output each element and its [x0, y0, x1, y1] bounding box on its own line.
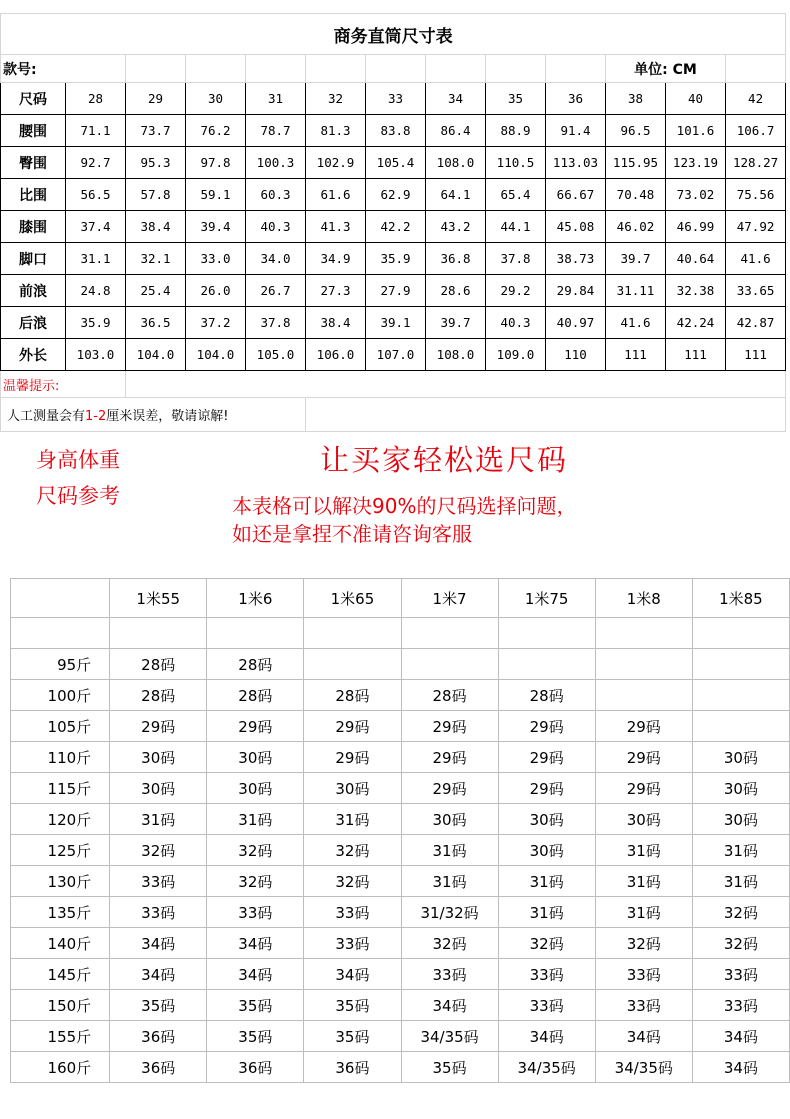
- note-range: 1-2: [85, 409, 107, 424]
- measurement-value: 105.4: [366, 147, 426, 179]
- measurement-value: 66.67: [546, 179, 606, 211]
- measurement-value: 61.6: [306, 179, 366, 211]
- weight-label: 150斤: [11, 990, 110, 1021]
- size-header-label: 尺码: [1, 83, 66, 115]
- recommended-size-cell: 28码: [110, 649, 207, 680]
- weight-row: [11, 928, 790, 959]
- measurement-label: 前浪: [1, 275, 66, 307]
- recommended-size-cell: 30码: [207, 742, 304, 773]
- measurement-value: 111: [606, 339, 666, 371]
- weight-row: [11, 959, 790, 990]
- recommended-size-cell: 33码: [595, 959, 692, 990]
- measurement-value: 111: [726, 339, 786, 371]
- measurement-value: 109.0: [486, 339, 546, 371]
- size-chart-table: [0, 13, 786, 432]
- recommended-size-cell: 31码: [595, 897, 692, 928]
- measurement-value: 62.9: [366, 179, 426, 211]
- weight-label: 140斤: [11, 928, 110, 959]
- measurement-row: [1, 339, 786, 371]
- measurement-value: 36.5: [126, 307, 186, 339]
- measurement-value: 28.6: [426, 275, 486, 307]
- height-header-cell: 1米75: [498, 579, 595, 618]
- measurement-value: 64.1: [426, 179, 486, 211]
- measurement-value: 25.4: [126, 275, 186, 307]
- weight-label: 160斤: [11, 1052, 110, 1083]
- measurement-value: 33.0: [186, 243, 246, 275]
- recommended-size-cell: 31码: [692, 866, 789, 897]
- measurement-row: [1, 115, 786, 147]
- measurement-value: 76.2: [186, 115, 246, 147]
- height-header-row: [11, 579, 790, 618]
- recommended-size-cell: 33码: [692, 959, 789, 990]
- size-header-cell: 34: [426, 83, 486, 115]
- measurement-value: 65.4: [486, 179, 546, 211]
- recommended-size-cell: 31码: [595, 866, 692, 897]
- blank-cell: [595, 618, 692, 649]
- measurement-value: 115.95: [606, 147, 666, 179]
- measurement-value: 113.03: [546, 147, 606, 179]
- recommended-size-cell: 29码: [595, 711, 692, 742]
- recommended-size-cell: 35码: [207, 990, 304, 1021]
- measurement-value: 32.1: [126, 243, 186, 275]
- measurement-value: 24.8: [66, 275, 126, 307]
- measurement-value: 108.0: [426, 339, 486, 371]
- recommended-size-cell: 36码: [207, 1052, 304, 1083]
- weight-row: [11, 1021, 790, 1052]
- recommended-size-cell: 35码: [401, 1052, 498, 1083]
- weight-label: 100斤: [11, 680, 110, 711]
- measurement-value: 41.3: [306, 211, 366, 243]
- recommended-size-cell: 29码: [595, 742, 692, 773]
- measurement-value: 40.3: [246, 211, 306, 243]
- measurement-value: 106.0: [306, 339, 366, 371]
- weight-row: [11, 804, 790, 835]
- recommended-size-cell: 30码: [692, 773, 789, 804]
- recommended-size-cell: 31码: [595, 835, 692, 866]
- height-header-cell: 1米55: [110, 579, 207, 618]
- measurement-value: 110.5: [486, 147, 546, 179]
- recommended-size-cell: 33码: [498, 990, 595, 1021]
- weight-label: 135斤: [11, 897, 110, 928]
- recommended-size-cell: 32码: [304, 835, 401, 866]
- recommended-size-cell: 31码: [304, 804, 401, 835]
- measurement-value: 111: [666, 339, 726, 371]
- recommended-size-cell: [595, 680, 692, 711]
- height-header-cell: 1米7: [401, 579, 498, 618]
- measurement-value: 123.19: [666, 147, 726, 179]
- weight-row: [11, 866, 790, 897]
- recommended-size-cell: 32码: [207, 835, 304, 866]
- weight-row: [11, 711, 790, 742]
- recommended-size-cell: 31码: [401, 866, 498, 897]
- size-header-cell: 29: [126, 83, 186, 115]
- recommended-size-cell: 30码: [110, 742, 207, 773]
- weight-row: [11, 680, 790, 711]
- measurement-value: 95.3: [126, 147, 186, 179]
- size-header-cell: 35: [486, 83, 546, 115]
- recommended-size-cell: 35码: [304, 990, 401, 1021]
- size-header-row: [1, 83, 786, 115]
- measurement-value: 60.3: [246, 179, 306, 211]
- subtitle-line-2: 尺码参考: [36, 484, 120, 508]
- measurement-value: 78.7: [246, 115, 306, 147]
- recommended-size-cell: 34码: [595, 1021, 692, 1052]
- recommended-size-cell: 36码: [304, 1052, 401, 1083]
- measurement-value: 41.6: [606, 307, 666, 339]
- recommended-size-cell: 31码: [498, 866, 595, 897]
- size-chart-title-row: [1, 14, 786, 55]
- size-header-cell: 36: [546, 83, 606, 115]
- size-header-cell: 31: [246, 83, 306, 115]
- recommended-size-cell: 30码: [401, 804, 498, 835]
- blank-row: [11, 618, 790, 649]
- recommended-size-cell: 30码: [595, 804, 692, 835]
- recommended-size-cell: 29码: [110, 711, 207, 742]
- measurement-value: 100.3: [246, 147, 306, 179]
- measurement-value: 56.5: [66, 179, 126, 211]
- measurement-value: 45.08: [546, 211, 606, 243]
- measurement-value: 102.9: [306, 147, 366, 179]
- unit-label: 单位: CM: [606, 55, 726, 83]
- recommended-size-cell: 31码: [110, 804, 207, 835]
- measurement-value: 36.8: [426, 243, 486, 275]
- recommended-size-cell: 34码: [110, 959, 207, 990]
- description-line-2: 如还是拿捏不准请咨询客服: [232, 522, 472, 546]
- recommended-size-cell: 33码: [304, 897, 401, 928]
- size-chart-title: 商务直筒尺寸表: [1, 14, 786, 55]
- recommended-size-cell: 35码: [304, 1021, 401, 1052]
- recommended-size-cell: 30码: [304, 773, 401, 804]
- measurement-row: [1, 275, 786, 307]
- measurement-value: 47.92: [726, 211, 786, 243]
- recommended-size-cell: 28码: [110, 680, 207, 711]
- weight-row: [11, 773, 790, 804]
- recommended-size-cell: [692, 649, 789, 680]
- measurement-value: 37.8: [486, 243, 546, 275]
- recommended-size-cell: 34码: [207, 928, 304, 959]
- recommended-size-cell: 31码: [401, 835, 498, 866]
- measurement-value: 31.1: [66, 243, 126, 275]
- recommended-size-cell: 32码: [110, 835, 207, 866]
- recommended-size-cell: 32码: [498, 928, 595, 959]
- weight-label: 115斤: [11, 773, 110, 804]
- size-header-cell: 38: [606, 83, 666, 115]
- recommended-size-cell: 30码: [692, 804, 789, 835]
- measurement-value: 104.0: [186, 339, 246, 371]
- recommended-size-cell: 34码: [498, 1021, 595, 1052]
- recommended-size-cell: 29码: [498, 773, 595, 804]
- recommended-size-cell: 34码: [304, 959, 401, 990]
- recommended-size-cell: 30码: [110, 773, 207, 804]
- recommended-size-cell: 29码: [498, 711, 595, 742]
- recommended-size-cell: 36码: [110, 1052, 207, 1083]
- measurement-value: 26.7: [246, 275, 306, 307]
- weight-label: 125斤: [11, 835, 110, 866]
- blank-cell: [110, 618, 207, 649]
- measurement-value: 38.4: [306, 307, 366, 339]
- measurement-value: 71.1: [66, 115, 126, 147]
- size-chart-meta-row: [1, 55, 786, 83]
- note-prefix: 人工测量会有: [7, 409, 86, 424]
- recommended-size-cell: 28码: [401, 680, 498, 711]
- recommended-size-cell: 32码: [595, 928, 692, 959]
- recommended-size-cell: 33码: [498, 959, 595, 990]
- measurement-value: 29.2: [486, 275, 546, 307]
- measurement-value: 33.65: [726, 275, 786, 307]
- recommended-size-cell: 35码: [110, 990, 207, 1021]
- weight-label: 155斤: [11, 1021, 110, 1052]
- recommended-size-cell: [692, 711, 789, 742]
- measurement-value: 27.3: [306, 275, 366, 307]
- measurement-value: 38.73: [546, 243, 606, 275]
- measurement-value: 83.8: [366, 115, 426, 147]
- blank-cell: [11, 618, 110, 649]
- recommended-size-cell: 34码: [692, 1052, 789, 1083]
- measurement-value: 46.99: [666, 211, 726, 243]
- weight-row: [11, 897, 790, 928]
- measurement-row: [1, 147, 786, 179]
- size-header-cell: 32: [306, 83, 366, 115]
- recommended-size-cell: 32码: [304, 866, 401, 897]
- measurement-value: 106.7: [726, 115, 786, 147]
- weight-label: 110斤: [11, 742, 110, 773]
- weight-row: [11, 835, 790, 866]
- measurement-value: 107.0: [366, 339, 426, 371]
- measurement-value: 46.02: [606, 211, 666, 243]
- measurement-value: 32.38: [666, 275, 726, 307]
- measurement-label: 后浪: [1, 307, 66, 339]
- measurement-value: 86.4: [426, 115, 486, 147]
- measurement-value: 96.5: [606, 115, 666, 147]
- measurement-value: 88.9: [486, 115, 546, 147]
- recommended-size-cell: 28码: [207, 680, 304, 711]
- recommended-size-cell: 34码: [692, 1021, 789, 1052]
- recommended-size-cell: 31/32码: [401, 897, 498, 928]
- recommended-size-cell: 32码: [207, 866, 304, 897]
- recommended-size-cell: [595, 649, 692, 680]
- measurement-label: 膝围: [1, 211, 66, 243]
- recommended-size-cell: 33码: [304, 928, 401, 959]
- measurement-row: [1, 179, 786, 211]
- recommended-size-cell: [692, 680, 789, 711]
- measurement-value: 42.2: [366, 211, 426, 243]
- headline: 让买家轻松选尺码: [320, 443, 569, 477]
- measurement-label: 比围: [1, 179, 66, 211]
- recommended-size-cell: 31码: [207, 804, 304, 835]
- height-weight-table: [10, 578, 790, 1083]
- size-header-cell: 40: [666, 83, 726, 115]
- size-header-cell: 28: [66, 83, 126, 115]
- recommended-size-cell: 28码: [304, 680, 401, 711]
- recommended-size-cell: 30码: [498, 804, 595, 835]
- description-line-1: 本表格可以解决90%的尺码选择问题，: [232, 494, 577, 518]
- height-header-cell: 1米65: [304, 579, 401, 618]
- size-header-cell: 30: [186, 83, 246, 115]
- note-text: [1, 398, 306, 432]
- measurement-value: 110: [546, 339, 606, 371]
- measurement-value: 91.4: [546, 115, 606, 147]
- recommended-size-cell: 36码: [110, 1021, 207, 1052]
- weight-label: 105斤: [11, 711, 110, 742]
- measurement-value: 73.02: [666, 179, 726, 211]
- measurement-value: 92.7: [66, 147, 126, 179]
- corner-cell: [11, 579, 110, 618]
- measurement-value: 39.4: [186, 211, 246, 243]
- measurement-value: 35.9: [66, 307, 126, 339]
- recommended-size-cell: [498, 649, 595, 680]
- measurement-row: [1, 307, 786, 339]
- recommended-size-cell: 34码: [110, 928, 207, 959]
- recommended-size-cell: 29码: [304, 742, 401, 773]
- measurement-value: 43.2: [426, 211, 486, 243]
- recommended-size-cell: 34码: [207, 959, 304, 990]
- measurement-value: 41.6: [726, 243, 786, 275]
- recommended-size-cell: 33码: [110, 866, 207, 897]
- measurement-value: 34.9: [306, 243, 366, 275]
- measurement-value: 42.24: [666, 307, 726, 339]
- measurement-value: 34.0: [246, 243, 306, 275]
- measurement-value: 128.27: [726, 147, 786, 179]
- measurement-value: 35.9: [366, 243, 426, 275]
- measurement-label: 脚口: [1, 243, 66, 275]
- blank-cell: [207, 618, 304, 649]
- measurement-value: 29.84: [546, 275, 606, 307]
- height-header-cell: 1米6: [207, 579, 304, 618]
- measurement-value: 31.11: [606, 275, 666, 307]
- measurement-value: 27.9: [366, 275, 426, 307]
- measurement-label: 臀围: [1, 147, 66, 179]
- recommended-size-cell: 34码: [401, 990, 498, 1021]
- weight-label: 145斤: [11, 959, 110, 990]
- measurement-value: 73.7: [126, 115, 186, 147]
- height-header-cell: 1米8: [595, 579, 692, 618]
- measurement-value: 103.0: [66, 339, 126, 371]
- measurement-value: 38.4: [126, 211, 186, 243]
- recommended-size-cell: 30码: [498, 835, 595, 866]
- measurement-label: 外长: [1, 339, 66, 371]
- note-row: [1, 398, 786, 432]
- measurement-value: 57.8: [126, 179, 186, 211]
- recommended-size-cell: [304, 649, 401, 680]
- blank-cell: [692, 618, 789, 649]
- weight-row: [11, 742, 790, 773]
- weight-row: [11, 1052, 790, 1083]
- size-header-cell: 42: [726, 83, 786, 115]
- measurement-row: [1, 243, 786, 275]
- measurement-value: 37.8: [246, 307, 306, 339]
- measurement-value: 37.4: [66, 211, 126, 243]
- measurement-value: 42.87: [726, 307, 786, 339]
- recommended-size-cell: 34/35码: [401, 1021, 498, 1052]
- recommended-size-cell: 29码: [498, 742, 595, 773]
- recommended-size-cell: 32码: [401, 928, 498, 959]
- recommended-size-cell: 32码: [692, 928, 789, 959]
- measurement-value: 75.56: [726, 179, 786, 211]
- recommended-size-cell: 29码: [207, 711, 304, 742]
- style-number-label: 款号:: [1, 55, 126, 83]
- measurement-value: 40.64: [666, 243, 726, 275]
- recommended-size-cell: 29码: [401, 711, 498, 742]
- recommended-size-cell: 34/35码: [595, 1052, 692, 1083]
- measurement-value: 81.3: [306, 115, 366, 147]
- measurement-value: 40.97: [546, 307, 606, 339]
- recommended-size-cell: 29码: [595, 773, 692, 804]
- measurement-value: 105.0: [246, 339, 306, 371]
- blank-cell: [498, 618, 595, 649]
- measurement-value: 108.0: [426, 147, 486, 179]
- recommended-size-cell: 30码: [207, 773, 304, 804]
- height-header-cell: 1米85: [692, 579, 789, 618]
- recommended-size-cell: [401, 649, 498, 680]
- tip-label: 温馨提示:: [1, 371, 126, 398]
- measurement-row: [1, 211, 786, 243]
- recommended-size-cell: 28码: [498, 680, 595, 711]
- measurement-value: 97.8: [186, 147, 246, 179]
- measurement-value: 40.3: [486, 307, 546, 339]
- recommended-size-cell: 33码: [692, 990, 789, 1021]
- measurement-value: 39.7: [606, 243, 666, 275]
- recommended-size-cell: 34/35码: [498, 1052, 595, 1083]
- measurement-value: 39.7: [426, 307, 486, 339]
- recommended-size-cell: 33码: [401, 959, 498, 990]
- weight-label: 120斤: [11, 804, 110, 835]
- note-suffix: 厘米误差，敬请谅解!: [106, 409, 229, 424]
- weight-label: 130斤: [11, 866, 110, 897]
- recommended-size-cell: 29码: [401, 742, 498, 773]
- blank-cell: [304, 618, 401, 649]
- blank-cell: [401, 618, 498, 649]
- recommended-size-cell: 33码: [110, 897, 207, 928]
- measurement-value: 44.1: [486, 211, 546, 243]
- recommended-size-cell: 32码: [692, 897, 789, 928]
- subtitle-line-1: 身高体重: [36, 448, 120, 472]
- measurement-value: 70.48: [606, 179, 666, 211]
- recommended-size-cell: 30码: [692, 742, 789, 773]
- weight-row: [11, 649, 790, 680]
- weight-row: [11, 990, 790, 1021]
- recommended-size-cell: 35码: [207, 1021, 304, 1052]
- measurement-value: 37.2: [186, 307, 246, 339]
- size-header-cell: 33: [366, 83, 426, 115]
- measurement-label: 腰围: [1, 115, 66, 147]
- recommended-size-cell: 33码: [595, 990, 692, 1021]
- measurement-value: 104.0: [126, 339, 186, 371]
- measurement-value: 101.6: [666, 115, 726, 147]
- recommended-size-cell: 31码: [498, 897, 595, 928]
- recommended-size-cell: 31码: [692, 835, 789, 866]
- measurement-value: 39.1: [366, 307, 426, 339]
- tip-row: [1, 371, 786, 398]
- measurement-value: 59.1: [186, 179, 246, 211]
- recommended-size-cell: 29码: [401, 773, 498, 804]
- weight-label: 95斤: [11, 649, 110, 680]
- recommended-size-cell: 28码: [207, 649, 304, 680]
- recommended-size-cell: 29码: [304, 711, 401, 742]
- measurement-value: 26.0: [186, 275, 246, 307]
- recommended-size-cell: 33码: [207, 897, 304, 928]
